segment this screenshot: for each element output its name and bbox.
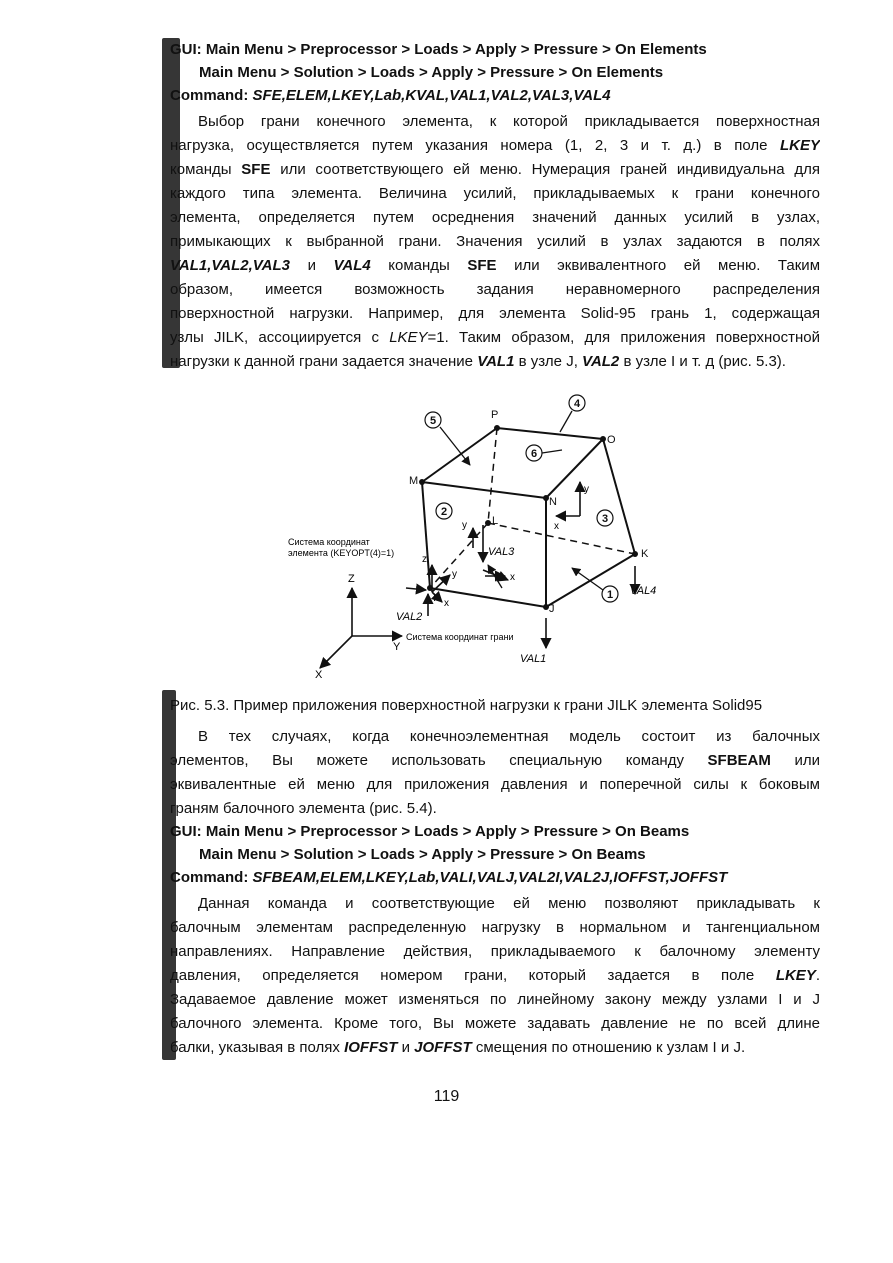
para1-line <box>170 256 820 276</box>
gui-path-line-2 <box>170 63 849 83</box>
para1-line <box>170 328 820 348</box>
val3-label: VAL3 <box>488 546 515 558</box>
edge-on <box>546 439 603 498</box>
text-span: нагрузка, осуществляется путем указания номера (1, 2, 3 и т. д.) в поле <box>170 137 780 154</box>
text-span: В тех случаях, когда конечноэлементная модель состоит из балочных <box>198 728 820 745</box>
face-number-1: 1 <box>606 589 614 601</box>
edge-po <box>497 428 603 439</box>
para1-line <box>170 232 820 252</box>
text-span: JOFFST <box>414 1039 472 1056</box>
text-span: LKEY <box>775 967 816 984</box>
node-label-n: N <box>549 496 557 508</box>
text-span: граням балочного элемента (рис. 5.4). <box>170 800 437 817</box>
node-dot-m <box>419 479 425 485</box>
text-span: VAL4 <box>333 257 371 274</box>
para1-line <box>170 112 820 132</box>
para1-line <box>170 184 820 204</box>
text-span: поверхностной нагрузки. Например, для элемента Solid-95 грань 1, содержащая <box>170 305 820 322</box>
gui-label: GUI: <box>170 823 202 840</box>
global-y-label: Y <box>393 641 401 653</box>
elem-x-label: x <box>444 598 449 609</box>
node-label-i: I <box>433 592 437 604</box>
leader-line-4 <box>560 411 572 432</box>
face-cs-caption: Система координат грани <box>406 632 514 642</box>
text-span: SFE <box>467 257 497 274</box>
caption-text: Рис. 5.3. Пример приложения поверхностной нагрузки к грани JILK элемента Solid95 <box>170 697 763 714</box>
text-span: направлениях. Направление действия, прикладываемого к балочному элементу <box>170 943 820 960</box>
text-span: балочным элементам распределенную нагрузку в нормальном и тангенциальном <box>170 919 820 936</box>
text-span: команды <box>170 161 242 178</box>
para1-line <box>170 160 820 180</box>
text-span: Задаваемое давление может изменяться по линейному закону между узлами I и J <box>170 991 820 1008</box>
text-span: VAL1 <box>477 353 515 370</box>
global-x-axis <box>320 636 352 668</box>
command-line <box>170 86 820 106</box>
command-label: Command: <box>170 869 249 886</box>
leader-line-6 <box>542 450 562 453</box>
para2-line <box>170 775 820 795</box>
val2-label: VAL2 <box>396 611 423 623</box>
para1-line <box>170 304 820 324</box>
node-label-l: L <box>492 515 499 527</box>
node-dot-p <box>494 425 500 431</box>
gui-path-line-2 <box>170 845 849 865</box>
elem-cs-caption-2: элемента (KEYOPT(4)=1) <box>288 548 395 558</box>
text-span: SFBEAM <box>707 752 771 769</box>
text-span: SFE <box>241 161 271 178</box>
text-span: =1. Таким образом, для приложения поверхностной <box>427 329 820 346</box>
para3-line <box>170 894 820 914</box>
global-z-label: Z <box>348 573 355 585</box>
para1-line <box>170 352 820 372</box>
face-number-2: 2 <box>440 506 448 518</box>
text-span: или <box>770 752 820 769</box>
text-span: в узле I и т. д (рис. 5.3). <box>619 353 786 370</box>
command-text: SFBEAM,ELEM,LKEY,Lab,VALI,VALJ,VAL2I,VAL2J,IOFFST,JOFFST <box>252 869 728 886</box>
text-span: LKEY <box>779 137 820 154</box>
face-number-5: 5 <box>429 415 437 427</box>
text-span: примыкающих к выбранной грани. Значения усилий в узлах задаются в полях <box>170 233 820 250</box>
para3-line <box>170 942 820 962</box>
figure-5-3 <box>270 380 670 680</box>
global-x-label: X <box>315 669 323 680</box>
edge-mp <box>422 428 497 482</box>
text-span: LKEY <box>389 329 428 346</box>
text-span: IOFFST <box>344 1039 398 1056</box>
command-label: Command: <box>170 87 249 104</box>
face3-y-label: y <box>584 484 589 495</box>
val4-label: VAL4 <box>630 585 657 597</box>
text-span: балочного элемента. Кроме того, Вы можете задавать давление не по всей длине <box>170 1015 820 1032</box>
para1-line <box>170 280 820 300</box>
text-span: или эквивалентного ей меню. Таким <box>496 257 820 274</box>
leader-arrow-1 <box>572 568 603 590</box>
element-face-diagram <box>270 380 670 680</box>
gui-path-line-1 <box>170 40 820 60</box>
node-label-o: O <box>607 434 616 446</box>
text-span: эквивалентные ей меню для приложения давления и поперечной силы к боковым <box>170 776 820 793</box>
text-span: давления, определяется номером грани, который задается в поле <box>170 967 776 984</box>
gui-label: GUI: <box>170 41 202 58</box>
para2-line <box>170 799 820 819</box>
text-span: Данная команда и соответствующие ей меню позволяют прикладывать к <box>198 895 820 912</box>
hidden-edge-li <box>430 523 488 588</box>
text-span: Выбор грани конечного элемента, к которой прикладывается поверхностная <box>198 113 820 130</box>
para3-line <box>170 1038 820 1058</box>
face-x-label: x <box>510 572 515 583</box>
text-span: элемента, определяется путем осреднения значений данных усилий в узлах, <box>170 209 820 226</box>
elem-y-label: y <box>452 569 457 580</box>
edge-im <box>422 482 430 588</box>
text-span: узлы JILK, ассоциируется с <box>170 329 390 346</box>
face-number-6: 6 <box>530 448 538 460</box>
para3-line <box>170 966 820 986</box>
text-span: нагрузки к данной грани задается значение <box>170 353 478 370</box>
text-span: . <box>815 967 820 984</box>
elem-cs-caption-1: Система координат <box>288 537 370 547</box>
para2-line <box>170 751 820 771</box>
face-number-4: 4 <box>573 398 581 410</box>
elem-z-label: z <box>422 554 427 565</box>
text-span: балки, указывая в полях <box>170 1039 345 1056</box>
text-span: и <box>397 1039 415 1056</box>
face-number-3: 3 <box>601 513 609 525</box>
node-label-k: K <box>641 548 649 560</box>
node-dot-k <box>632 551 638 557</box>
figure-caption <box>170 696 820 716</box>
text-span: образом, имеется возможность задания неравномерного распределения <box>170 281 820 298</box>
text-span: в узле J, <box>514 353 583 370</box>
text-span: или соответствующего ей меню. Нумерация граней индивидуальна для <box>270 161 820 178</box>
hidden-edge-pl <box>488 428 497 523</box>
para1-line <box>170 136 820 156</box>
edge-ok <box>603 439 635 554</box>
val2-arrow-in <box>406 588 426 590</box>
gui-path-line-1 <box>170 822 820 842</box>
page-number: 119 <box>433 1088 460 1105</box>
node-dot-l <box>485 520 491 526</box>
command-text: SFE,ELEM,LKEY,Lab,KVAL,VAL1,VAL2,VAL3,VAL4 <box>252 87 611 104</box>
text-span: смещения по отношению к узлам I и J. <box>471 1039 746 1056</box>
gui-path: Main Menu > Solution > Loads > Apply > Pressure > On Beams <box>199 846 646 863</box>
para3-line <box>170 918 820 938</box>
node-label-p: P <box>491 409 499 421</box>
gui-path: Main Menu > Preprocessor > Loads > Apply > Pressure > On Elements <box>205 41 707 58</box>
command-line <box>170 868 820 888</box>
para2-line <box>170 727 820 747</box>
gui-path: Main Menu > Solution > Loads > Apply > Pressure > On Elements <box>199 64 664 81</box>
node-label-j: J <box>549 603 555 615</box>
node-dot-o <box>600 436 606 442</box>
face-l-y-label: y <box>462 520 467 531</box>
text-span: VAL2 <box>582 353 620 370</box>
edge-mn <box>422 482 546 498</box>
text-span: и <box>290 257 334 274</box>
face3-x-label: x <box>554 521 559 532</box>
text-span: каждого типа элемента. Величина усилий, прикладываемых к грани конечного <box>170 185 820 202</box>
text-span: VAL1,VAL2,VAL3 <box>170 257 291 274</box>
para3-line <box>170 990 820 1010</box>
val1-label: VAL1 <box>520 653 547 665</box>
text-span: команды <box>370 257 468 274</box>
gui-path: Main Menu > Preprocessor > Loads > Apply > Pressure > On Beams <box>205 823 690 840</box>
node-label-m: M <box>409 475 419 487</box>
para3-line <box>170 1014 820 1034</box>
para1-line <box>170 208 820 228</box>
text-span: элементов, Вы можете использовать специальную команду <box>170 752 708 769</box>
